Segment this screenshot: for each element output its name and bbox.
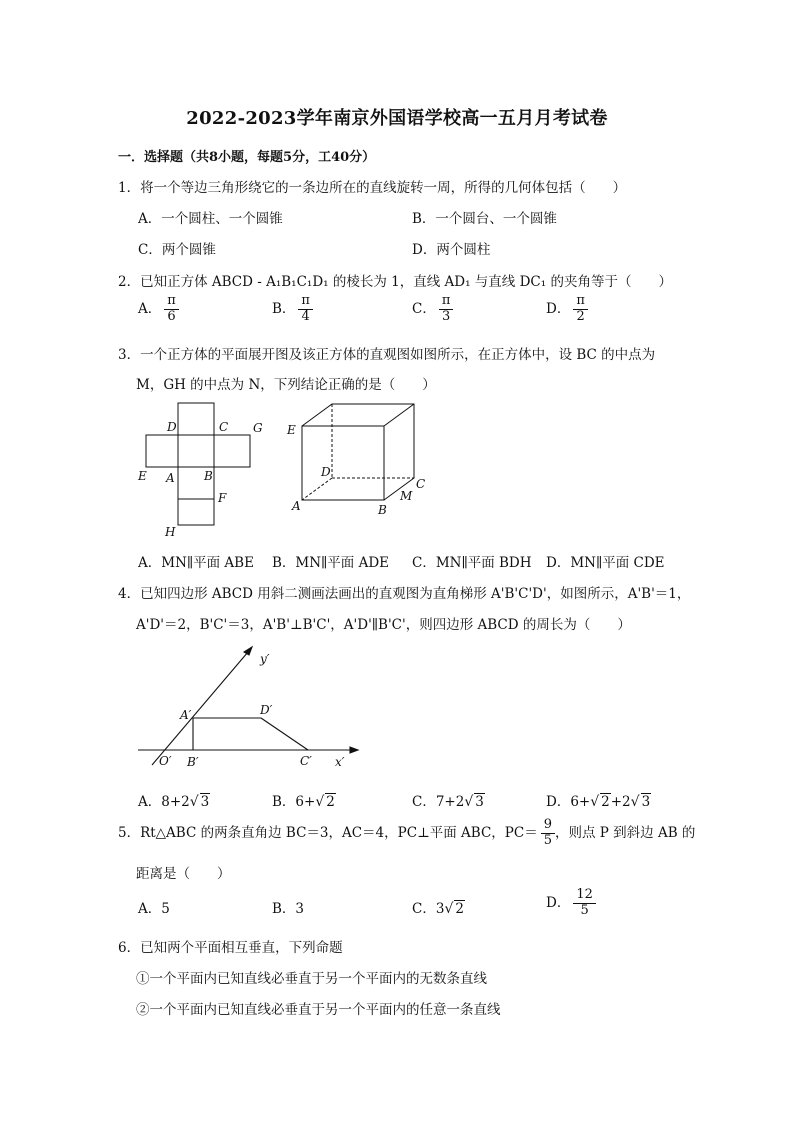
label-y-prime: y′ [260, 652, 270, 666]
q3-figures [130, 396, 440, 544]
cube-top-right-edge [384, 404, 414, 426]
q5-stem-post: ，则点 P 到斜边 AB 的 [555, 824, 696, 841]
q2-c-den: 3 [441, 308, 451, 324]
label-d-prime: D′ [260, 703, 273, 717]
cube-label-b: B [378, 503, 387, 517]
sqrt-symbol: √ [189, 794, 199, 810]
net-label-c: C [219, 420, 229, 434]
page-title: 2022-2023学年南京外国语学校高一五月月考试卷 [186, 108, 608, 129]
q2-b-fraction [298, 294, 313, 325]
q5-c-coef: 3 [435, 901, 445, 917]
net-label-e: E [138, 469, 147, 483]
q2-d-label: D． [546, 300, 571, 317]
net-square-center [178, 435, 214, 467]
cube-hidden-edges [302, 404, 414, 500]
q2-b-label: B． [272, 300, 296, 317]
q2-a-fraction [164, 294, 179, 325]
q2-b-den: 4 [301, 308, 310, 324]
q4-b-coef: 6+ [295, 794, 316, 810]
q2-a-label: A． [138, 300, 162, 317]
cube-front-face [302, 426, 384, 500]
net-square-left [146, 435, 178, 467]
q4-d-mid: +2 [610, 794, 631, 810]
net-label-b: B [204, 469, 213, 483]
q5-stem-line1 [118, 818, 695, 849]
label-c-prime: C′ [300, 754, 312, 768]
q2-d-fraction [573, 294, 588, 325]
q1-option-a: A．一个圆柱、一个圆锥 [138, 211, 283, 227]
y-axis [152, 652, 248, 765]
q3-option-d: D．MN∥平面 CDE [546, 555, 665, 571]
net-label-h: H [165, 525, 176, 539]
q5-d-num: 12 [573, 888, 596, 904]
cube-label-d: D [321, 465, 331, 479]
q4-a-label: A． [138, 794, 162, 810]
q4-figure [130, 640, 370, 772]
q3-stem-line2: M，GH 的中点为 N，下列结论正确的是（ ） [136, 377, 436, 393]
x-axis-arrow [350, 747, 358, 753]
q2-c-num: π [439, 294, 454, 310]
q4-d-coef: 6+ [570, 794, 591, 810]
q4-b-radicand: 2 [326, 794, 335, 810]
q3-option-c: C．MN∥平面 BDH [412, 555, 532, 571]
q5-c-radicand: 2 [455, 901, 464, 917]
q4-d-label: D． [546, 794, 571, 810]
q1-option-b: B．一个圆台、一个圆锥 [412, 211, 557, 227]
q3-option-a: A．MN∥平面 ABE [138, 555, 254, 571]
q4-a-radicand: 3 [200, 794, 210, 810]
q2-stem: 2．已知正方体 ABCD - A₁B₁C₁D₁ 的棱长为 1，直线 AD₁ 与直线 DC₁ 的夹角等于（ ） [118, 274, 672, 290]
q5-pc-fraction [541, 818, 555, 849]
q4-stem-line1: 4．已知四边形 ABCD 用斜二测画法画出的直观图为直角梯形 A'B'C'D'，如图所示，A'B'＝1， [118, 586, 691, 602]
q4-c-label: C． [412, 794, 436, 810]
q4-stem-line2: A'D'＝2，B'C'＝3，A'B'⊥B'C'，A'D'∥B'C'，则四边形 ABCD 的周长为（ ） [136, 617, 631, 633]
net-square-bottom [178, 499, 214, 525]
q4-option-b [272, 790, 336, 810]
cube-label-m: M [400, 489, 413, 503]
q2-option-c [412, 294, 453, 325]
y-axis-arrow [244, 647, 252, 655]
sqrt-symbol: √ [630, 794, 640, 810]
sqrt-symbol: √ [464, 794, 474, 810]
q1-option-c: C．两个圆锥 [138, 242, 216, 258]
q2-c-fraction [439, 294, 454, 325]
q5-option-a: A．5 [138, 901, 170, 917]
net-label-a: A [166, 471, 175, 485]
q6-item-2: ②一个平面内已知直线必垂直于另一个平面内的任意一条直线 [136, 1002, 501, 1018]
net-square-top [178, 403, 214, 435]
label-o-prime: O′ [159, 754, 172, 768]
cube-net [146, 403, 250, 525]
q4-b-label: B． [272, 794, 296, 810]
q4-a-coef: 8+2 [161, 794, 190, 810]
sqrt-symbol: √ [590, 794, 600, 810]
q4-c-radicand: 3 [475, 794, 484, 810]
q2-option-b [272, 294, 313, 325]
q5-d-fraction [573, 888, 596, 919]
q4-d-radicand-2: 3 [641, 794, 651, 810]
q6-item-1: ①一个平面内已知直线必垂直于另一个平面内的无数条直线 [136, 971, 487, 987]
label-x-prime: x′ [335, 755, 345, 769]
sqrt-symbol: √ [444, 901, 454, 917]
q6-stem: 6．已知两个平面相互垂直，下列命题 [118, 940, 343, 956]
q4-option-c [412, 790, 485, 810]
segment-d-c [261, 718, 308, 750]
net-label-g: G [253, 421, 263, 435]
net-label-d: D [167, 420, 177, 434]
q5-c-label: C． [412, 901, 436, 917]
sqrt-symbol: √ [315, 794, 325, 810]
q3-option-b: B．MN∥平面 ADE [272, 555, 390, 571]
q2-b-num: π [298, 294, 313, 310]
q4-d-radicand-1: 2 [601, 794, 610, 810]
q2-option-a [138, 294, 179, 325]
q2-d-den: 2 [576, 308, 585, 324]
cube-label-e: E [287, 423, 296, 437]
q1-stem: 1．将一个等边三角形绕它的一条边所在的直线旋转一周，所得的几何体包括（ ） [118, 180, 627, 196]
q5-d-den: 5 [580, 902, 589, 918]
label-a-prime: A′ [180, 708, 192, 722]
q5-stem-pre: 5．Rt△ABC 的两条直角边 BC＝3，AC＝4，PC⊥平面 ABC，PC＝ [118, 824, 538, 841]
label-b-prime: B′ [187, 755, 199, 769]
q2-a-den: 6 [167, 308, 176, 324]
cube-back-edges [302, 404, 414, 500]
net-label-f: F [218, 491, 227, 505]
section-heading: 一．选择题（共8小题，每题5分，工40分） [118, 150, 376, 165]
q5-d-label: D． [546, 894, 571, 911]
q5-stem-line2: 距离是（ ） [136, 866, 231, 882]
q4-c-coef: 7+2 [435, 794, 465, 810]
q4-option-d [546, 790, 651, 810]
q4-option-a [138, 790, 210, 810]
net-square-right [214, 435, 250, 467]
q5-frac-num: 9 [541, 818, 555, 834]
q5-option-d [546, 888, 596, 919]
q1-option-d: D．两个圆柱 [412, 242, 491, 258]
cube-label-a: A [292, 499, 301, 513]
q2-option-d [546, 294, 588, 325]
q5-frac-den: 5 [543, 832, 552, 848]
q3-stem-line1: 3．一个正方体的平面展开图及该正方体的直观图如图所示，在正方体中，设 BC 的中点为 [118, 347, 656, 363]
q2-d-num: π [573, 294, 588, 310]
q2-a-num: π [164, 294, 179, 310]
q5-option-c [412, 897, 465, 917]
cube-label-c: C [416, 477, 426, 491]
cube-drawing [302, 404, 414, 500]
q5-option-b: B．3 [272, 901, 305, 917]
q2-c-label: C． [412, 300, 436, 317]
